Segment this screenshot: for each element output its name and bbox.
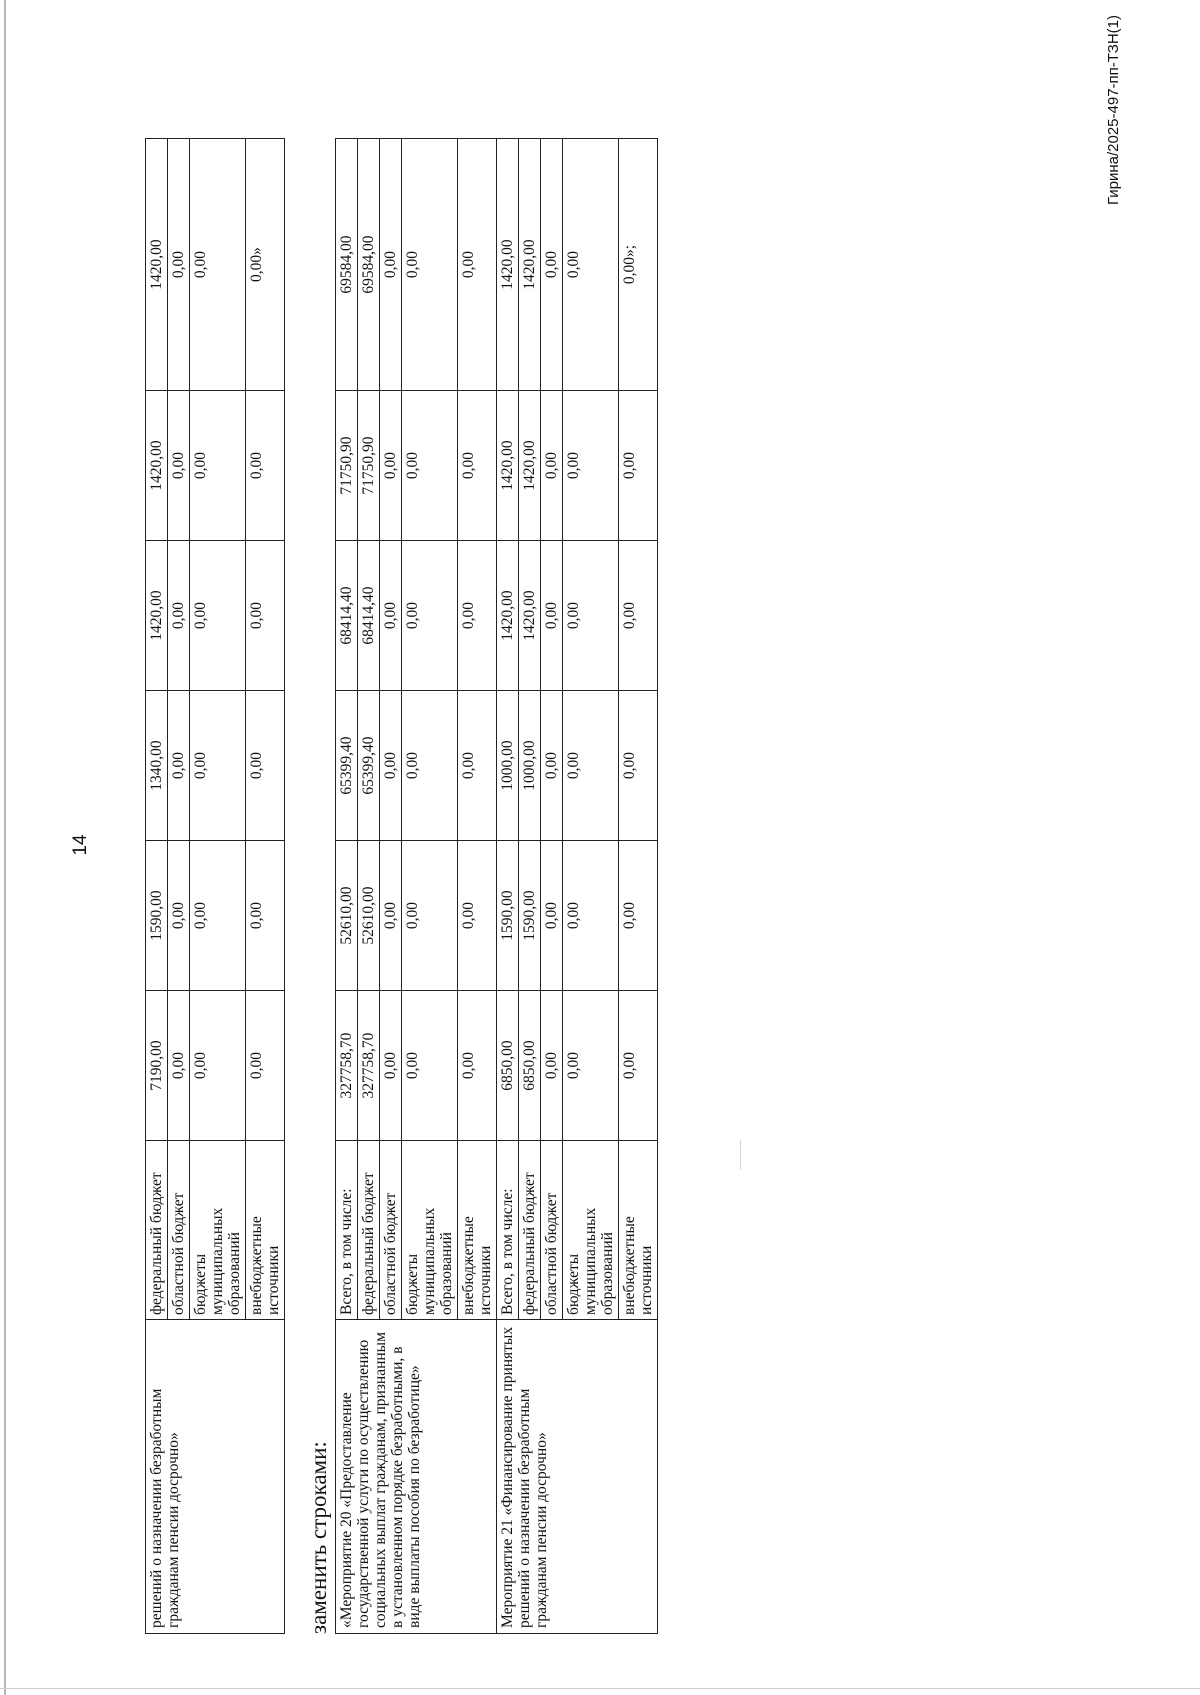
- funding-source: Всего, в том числе:: [497, 1141, 519, 1320]
- amount-cell: 0,00: [402, 139, 458, 391]
- funding-source: внебюджетные источники: [619, 1141, 658, 1320]
- amount-cell: 6850,00: [519, 991, 541, 1141]
- document-code: Гирина/2025-497-пп-ТЗН(1): [1105, 15, 1122, 206]
- amount-cell: 0,00: [168, 991, 190, 1141]
- amount-cell: 0,00: [246, 391, 285, 541]
- amount-cell: 327758,70: [336, 991, 358, 1141]
- amount-cell: 0,00: [619, 991, 658, 1141]
- amount-cell: 1420,00: [146, 139, 168, 391]
- amount-cell: 0,00: [541, 991, 563, 1141]
- amount-cell: 0,00: [458, 391, 497, 541]
- budget-table-previous: [145, 138, 285, 1634]
- amount-cell: 0,00: [619, 541, 658, 691]
- amount-cell: 0,00: [402, 541, 458, 691]
- amount-cell: 0,00: [246, 541, 285, 691]
- amount-cell: 0,00: [168, 691, 190, 841]
- amount-cell: 0,00: [190, 139, 246, 391]
- amount-cell: 0,00: [380, 391, 402, 541]
- table-row: [497, 139, 519, 1634]
- amount-cell: 0,00: [190, 841, 246, 991]
- funding-source: федеральный бюджет: [519, 1141, 541, 1320]
- section-title: заменить строками:: [306, 1441, 331, 1634]
- amount-cell: 0,00: [541, 841, 563, 991]
- table-row: [336, 139, 358, 1634]
- amount-cell: 1420,00: [497, 391, 519, 541]
- amount-cell: 1420,00: [497, 139, 519, 391]
- amount-cell: 0,00: [380, 991, 402, 1141]
- amount-cell: 1340,00: [146, 691, 168, 841]
- amount-cell: 0,00: [402, 991, 458, 1141]
- amount-cell: 0,00: [380, 139, 402, 391]
- amount-cell: 0,00»;: [619, 139, 658, 391]
- measure-description: Мероприятие 21 «Финансирование принятых решений о назначении безработным гражданам пенсии досрочно»: [497, 1320, 658, 1634]
- amount-cell: 0,00: [563, 691, 619, 841]
- amount-cell: 1420,00: [146, 391, 168, 541]
- budget-table-replacement: [335, 138, 658, 1634]
- amount-cell: 0,00: [246, 991, 285, 1141]
- funding-source: бюджеты муниципальных образований: [402, 1141, 458, 1320]
- amount-cell: 52610,00: [336, 841, 358, 991]
- table-row: [146, 139, 168, 1634]
- amount-cell: 65399,40: [336, 691, 358, 841]
- amount-cell: 0,00: [458, 841, 497, 991]
- funding-source: областной бюджет: [541, 1141, 563, 1320]
- amount-cell: 0,00: [190, 691, 246, 841]
- amount-cell: 0,00: [541, 541, 563, 691]
- amount-cell: 1420,00: [497, 541, 519, 691]
- amount-cell: 0,00: [458, 691, 497, 841]
- funding-source: внебюджетные источники: [246, 1141, 285, 1320]
- amount-cell: 0,00: [563, 139, 619, 391]
- amount-cell: 0,00: [246, 691, 285, 841]
- amount-cell: 68414,40: [358, 541, 380, 691]
- amount-cell: 1590,00: [519, 841, 541, 991]
- amount-cell: 1420,00: [519, 541, 541, 691]
- amount-cell: 0,00: [563, 841, 619, 991]
- amount-cell: 0,00: [619, 391, 658, 541]
- amount-cell: 69584,00: [336, 139, 358, 391]
- funding-source: внебюджетные источники: [458, 1141, 497, 1320]
- amount-cell: 0,00: [619, 691, 658, 841]
- amount-cell: 0,00»: [246, 139, 285, 391]
- amount-cell: 1420,00: [519, 391, 541, 541]
- amount-cell: 6850,00: [497, 991, 519, 1141]
- amount-cell: 65399,40: [358, 691, 380, 841]
- amount-cell: 1590,00: [497, 841, 519, 991]
- funding-source: бюджеты муниципальных образований: [563, 1141, 619, 1320]
- amount-cell: 1590,00: [146, 841, 168, 991]
- funding-source: областной бюджет: [380, 1141, 402, 1320]
- amount-cell: 0,00: [246, 841, 285, 991]
- amount-cell: 1420,00: [519, 139, 541, 391]
- amount-cell: 1000,00: [497, 691, 519, 841]
- amount-cell: 0,00: [402, 391, 458, 541]
- amount-cell: 327758,70: [358, 991, 380, 1141]
- amount-cell: 71750,90: [358, 391, 380, 541]
- amount-cell: 0,00: [458, 139, 497, 391]
- funding-source: федеральный бюджет: [146, 1141, 168, 1320]
- funding-source: бюджеты муниципальных образований: [190, 1141, 246, 1320]
- amount-cell: 0,00: [402, 841, 458, 991]
- amount-cell: 0,00: [190, 991, 246, 1141]
- amount-cell: 0,00: [380, 691, 402, 841]
- page-number: 14: [70, 834, 91, 856]
- amount-cell: 7190,00: [146, 991, 168, 1141]
- amount-cell: 0,00: [563, 541, 619, 691]
- funding-source: Всего, в том числе:: [336, 1141, 358, 1320]
- amount-cell: 0,00: [563, 991, 619, 1141]
- amount-cell: 0,00: [541, 391, 563, 541]
- amount-cell: 52610,00: [358, 841, 380, 991]
- amount-cell: 68414,40: [336, 541, 358, 691]
- amount-cell: 0,00: [168, 391, 190, 541]
- amount-cell: 0,00: [402, 691, 458, 841]
- measure-description: «Мероприятие 20 «Предоставление государственной услуги по осуществлению социальных выплат гражданам, признанным в установленном порядке безработными, в виде выплаты пособия по безработице»: [336, 1320, 497, 1634]
- measure-description: решений о назначении безработным гражданам пенсии досрочно»: [146, 1320, 285, 1634]
- amount-cell: 0,00: [168, 541, 190, 691]
- amount-cell: 0,00: [168, 139, 190, 391]
- amount-cell: 71750,90: [336, 391, 358, 541]
- amount-cell: 0,00: [541, 139, 563, 391]
- amount-cell: 69584,00: [358, 139, 380, 391]
- amount-cell: 0,00: [619, 841, 658, 991]
- amount-cell: 1420,00: [146, 541, 168, 691]
- amount-cell: 0,00: [190, 391, 246, 541]
- amount-cell: 0,00: [380, 841, 402, 991]
- amount-cell: 0,00: [541, 691, 563, 841]
- amount-cell: 0,00: [168, 841, 190, 991]
- amount-cell: 0,00: [563, 391, 619, 541]
- amount-cell: 0,00: [458, 541, 497, 691]
- amount-cell: 0,00: [380, 541, 402, 691]
- amount-cell: 0,00: [190, 541, 246, 691]
- funding-source: областной бюджет: [168, 1141, 190, 1320]
- amount-cell: 1000,00: [519, 691, 541, 841]
- funding-source: федеральный бюджет: [358, 1141, 380, 1320]
- amount-cell: 0,00: [458, 991, 497, 1141]
